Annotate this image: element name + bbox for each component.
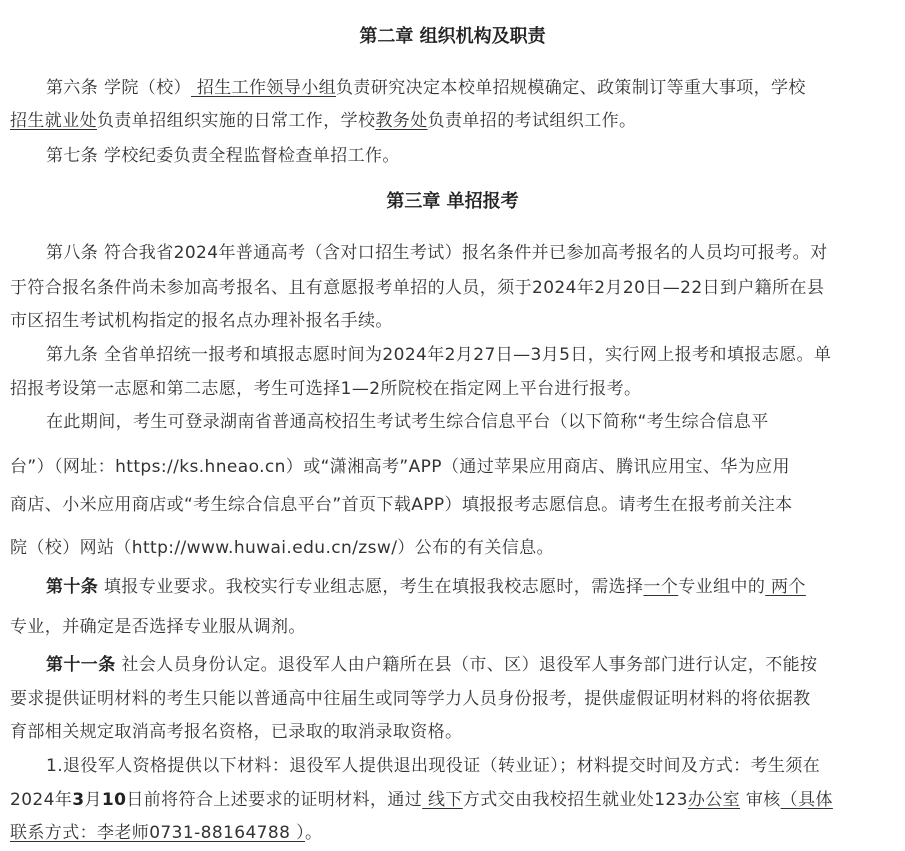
contact-info: 联系方式：李老师0731-88164788 ）	[10, 823, 306, 843]
article-10-text: 填报专业要求。我校实行专业组志愿，考生在填报我校志愿时，需选择	[98, 577, 644, 597]
item-1-text: 2024年	[10, 790, 73, 810]
article-9-line-1: 第九条 全省单招统一报考和填报志愿时间为2024年2月27日—3月5日，实行网上报考和填报志愿。单	[46, 345, 832, 365]
article-6-text: 第六条 学院（校）	[46, 78, 192, 98]
item-1-text: 日前将符合上述要求的证明材料，通过	[126, 790, 423, 810]
period-paragraph-line-2: 台”）（网址：https://ks.hneao.cn）或“潇湘高考”APP（通过苹果应用商店、腾讯应用宝、华为应用	[10, 457, 790, 477]
admissions-office: 招生就业处	[10, 111, 97, 131]
item-1-text: 审核	[740, 790, 781, 810]
contact-info-start: （具体	[780, 790, 833, 810]
article-6-line-2	[10, 106, 895, 131]
period-paragraph-line-4: 院（校）网站（http://www.huwai.edu.cn/zsw/）公布的有关信息。	[10, 538, 554, 558]
article-6-text: 负责单招组织实施的日常工作，学校	[97, 111, 376, 131]
deadline-day: 10	[101, 790, 127, 810]
article-8-line-2: 于符合报名条件尚未参加高考报名、且有意愿报考单招的人员，须于2024年2月20日—22日到户籍所在县	[10, 278, 825, 298]
article-10-text: 专业组中的	[678, 577, 766, 597]
item-1-text: 方式交由我校招生就业处123	[462, 790, 688, 810]
offline-method: 线下	[422, 790, 463, 810]
one-group: 一个	[643, 577, 679, 597]
item-1-line-3	[10, 818, 895, 843]
article-6-line-1	[46, 73, 895, 98]
article-7: 第七条 学校纪委负责全程监督检查单招工作。	[46, 146, 400, 166]
item-1-line-1: 1.退役军人资格提供以下材料：退役军人提供退出现役证（转业证）；材料提交时间及方式：考生须在	[46, 756, 821, 776]
article-10-line-2: 专业，并确定是否选择专业服从调剂。	[10, 617, 306, 637]
article-11-label: 第十一条	[46, 655, 116, 675]
academic-affairs-office: 教务处	[375, 111, 428, 131]
two-majors: 两个	[765, 577, 806, 597]
article-6-text: 负责单招的考试组织工作。	[427, 111, 637, 131]
item-1-text: 月	[84, 790, 102, 810]
chapter-3-title: 第三章 单招报考	[386, 191, 519, 212]
chapter-2-title: 第二章 组织机构及职责	[359, 26, 546, 47]
item-1-line-2	[10, 785, 895, 810]
article-10-line-1	[46, 572, 895, 597]
item-1-text: 。	[305, 823, 323, 843]
recruitment-leading-group: 招生工作领导小组	[191, 78, 337, 98]
article-8-line-3: 市区招生考试机构指定的报名点办理补报名手续。	[10, 311, 393, 331]
article-6-text: 负责研究决定本校单招规模确定、政策制订等重大事项，学校	[336, 78, 806, 98]
article-11-text: 社会人员身份认定。退役军人由户籍所在县（市、区）退役军人事务部门进行认定，不能按	[115, 655, 818, 675]
period-paragraph-line-1: 在此期间，考生可登录湖南省普通高校招生考试考生综合信息平台（以下简称“考生综合信息平	[46, 412, 769, 432]
article-8-line-1: 第八条 符合我省2024年普通高考（含对口招生考试）报名条件并已参加高考报名的人员均可报考。对	[46, 243, 828, 263]
period-paragraph-line-3: 商店、小米应用商店或“考生综合信息平台”首页下载APP）填报报考志愿信息。请考生在报考前关注本	[10, 495, 793, 515]
office-room: 办公室	[687, 790, 741, 810]
article-9-line-2: 招报考设第一志愿和第二志愿，考生可选择1—2所院校在指定网上平台进行报考。	[10, 379, 642, 399]
deadline-month: 3	[72, 790, 85, 810]
article-11-line-1	[46, 650, 895, 675]
article-11-line-2: 要求提供证明材料的考生只能以普通高中往届生或同等学力人员身份报考，提供虚假证明材料的将依据教	[10, 689, 811, 709]
article-11-line-3: 育部相关规定取消高考报名资格，已录取的取消录取资格。	[10, 722, 463, 742]
article-10-label: 第十条	[46, 577, 99, 597]
